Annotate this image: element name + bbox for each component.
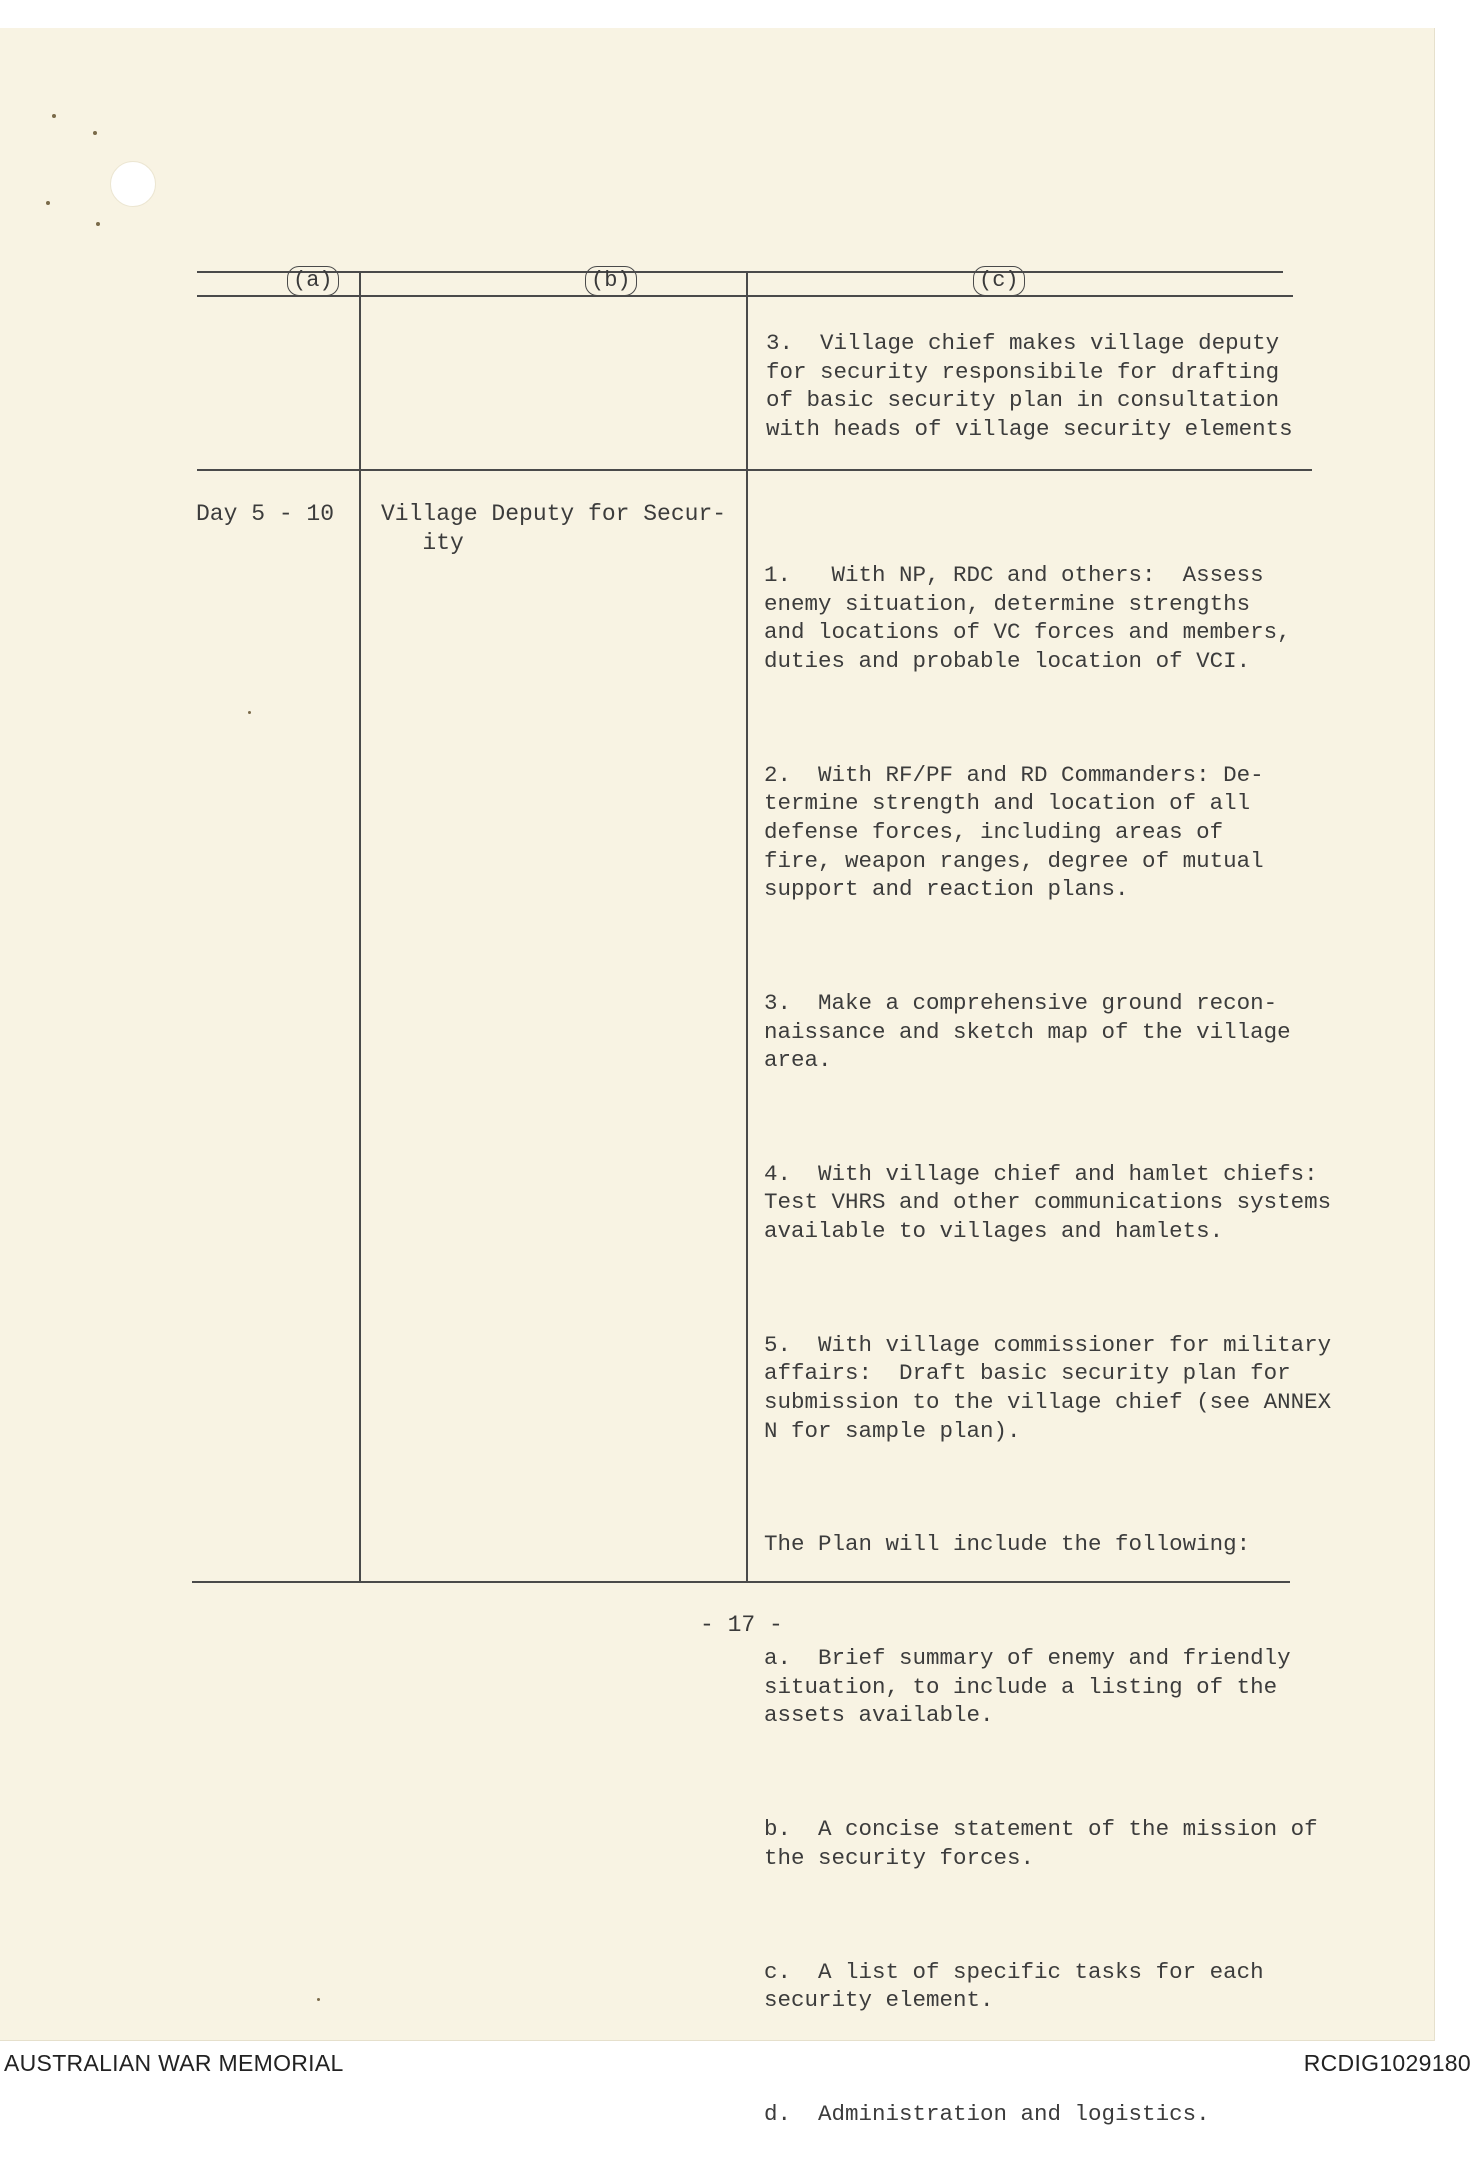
row1-col-c-text: 3. Village chief makes village deputy for security responsibile for drafting of basic security plan in consultation with heads of village security elements xyxy=(766,330,1293,442)
column-header-b: (b) xyxy=(585,266,637,296)
paper-speck xyxy=(52,114,56,118)
footer-institution: AUSTRALIAN WAR MEMORIAL xyxy=(4,2050,344,2076)
footer-record-id: RCDIG1029180 xyxy=(1303,2050,1471,2076)
list-item: 5. With village commissioner for military affairs: Draft basic security plan for submission to the village chief (see ANNEX N for sample plan). xyxy=(764,1331,1332,1444)
paper-speck xyxy=(93,131,97,135)
list-item: d. Administration and logistics. xyxy=(764,2100,1210,2127)
list-item: The Plan will include the following: xyxy=(764,1531,1251,1558)
paper-speck xyxy=(96,222,100,226)
list-item: b. A concise statement of the mission of the security forces. xyxy=(764,1816,1318,1871)
list-item: 1. With NP, RDC and others: Assess enemy situation, determine strengths and locations of VC forces and members, duties and probable location of VCI. xyxy=(764,562,1291,674)
list-item: 4. With village chief and hamlet chiefs: Test VHRS and other communications systems available to villages and hamlets. xyxy=(764,1160,1332,1245)
list-item: 2. With RF/PF and RD Commanders: De- termine strength and location of all defense forces, including areas of fire, weapon ranges, degree of mutual support and reaction plans. xyxy=(764,761,1264,903)
punch-hole xyxy=(110,161,156,207)
row-divider xyxy=(197,469,1312,471)
column-divider-bc xyxy=(746,271,748,1583)
column-divider-ab xyxy=(359,271,361,1583)
paper-speck xyxy=(248,711,251,714)
paper-speck xyxy=(317,1998,320,2001)
header-bottom-rule xyxy=(197,295,1293,297)
list-item: c. A list of specific tasks for each security element. xyxy=(764,1958,1264,2014)
row2-col-b-text: Village Deputy for Secur- ity xyxy=(381,501,727,556)
paper-speck xyxy=(46,201,50,205)
list-item: a. Brief summary of enemy and friendly situation, to include a listing of the assets available. xyxy=(764,1645,1291,1729)
list-item: 3. Make a comprehensive ground recon- naissance and sketch map of the village area. xyxy=(764,989,1291,1074)
column-header-c: (c) xyxy=(973,266,1025,296)
column-header-a: (a) xyxy=(287,266,339,296)
row2-col-c-list xyxy=(764,504,1331,2157)
page-number: - 17 - xyxy=(700,1612,783,1638)
row2-col-a-text: Day 5 - 10 xyxy=(196,501,335,527)
